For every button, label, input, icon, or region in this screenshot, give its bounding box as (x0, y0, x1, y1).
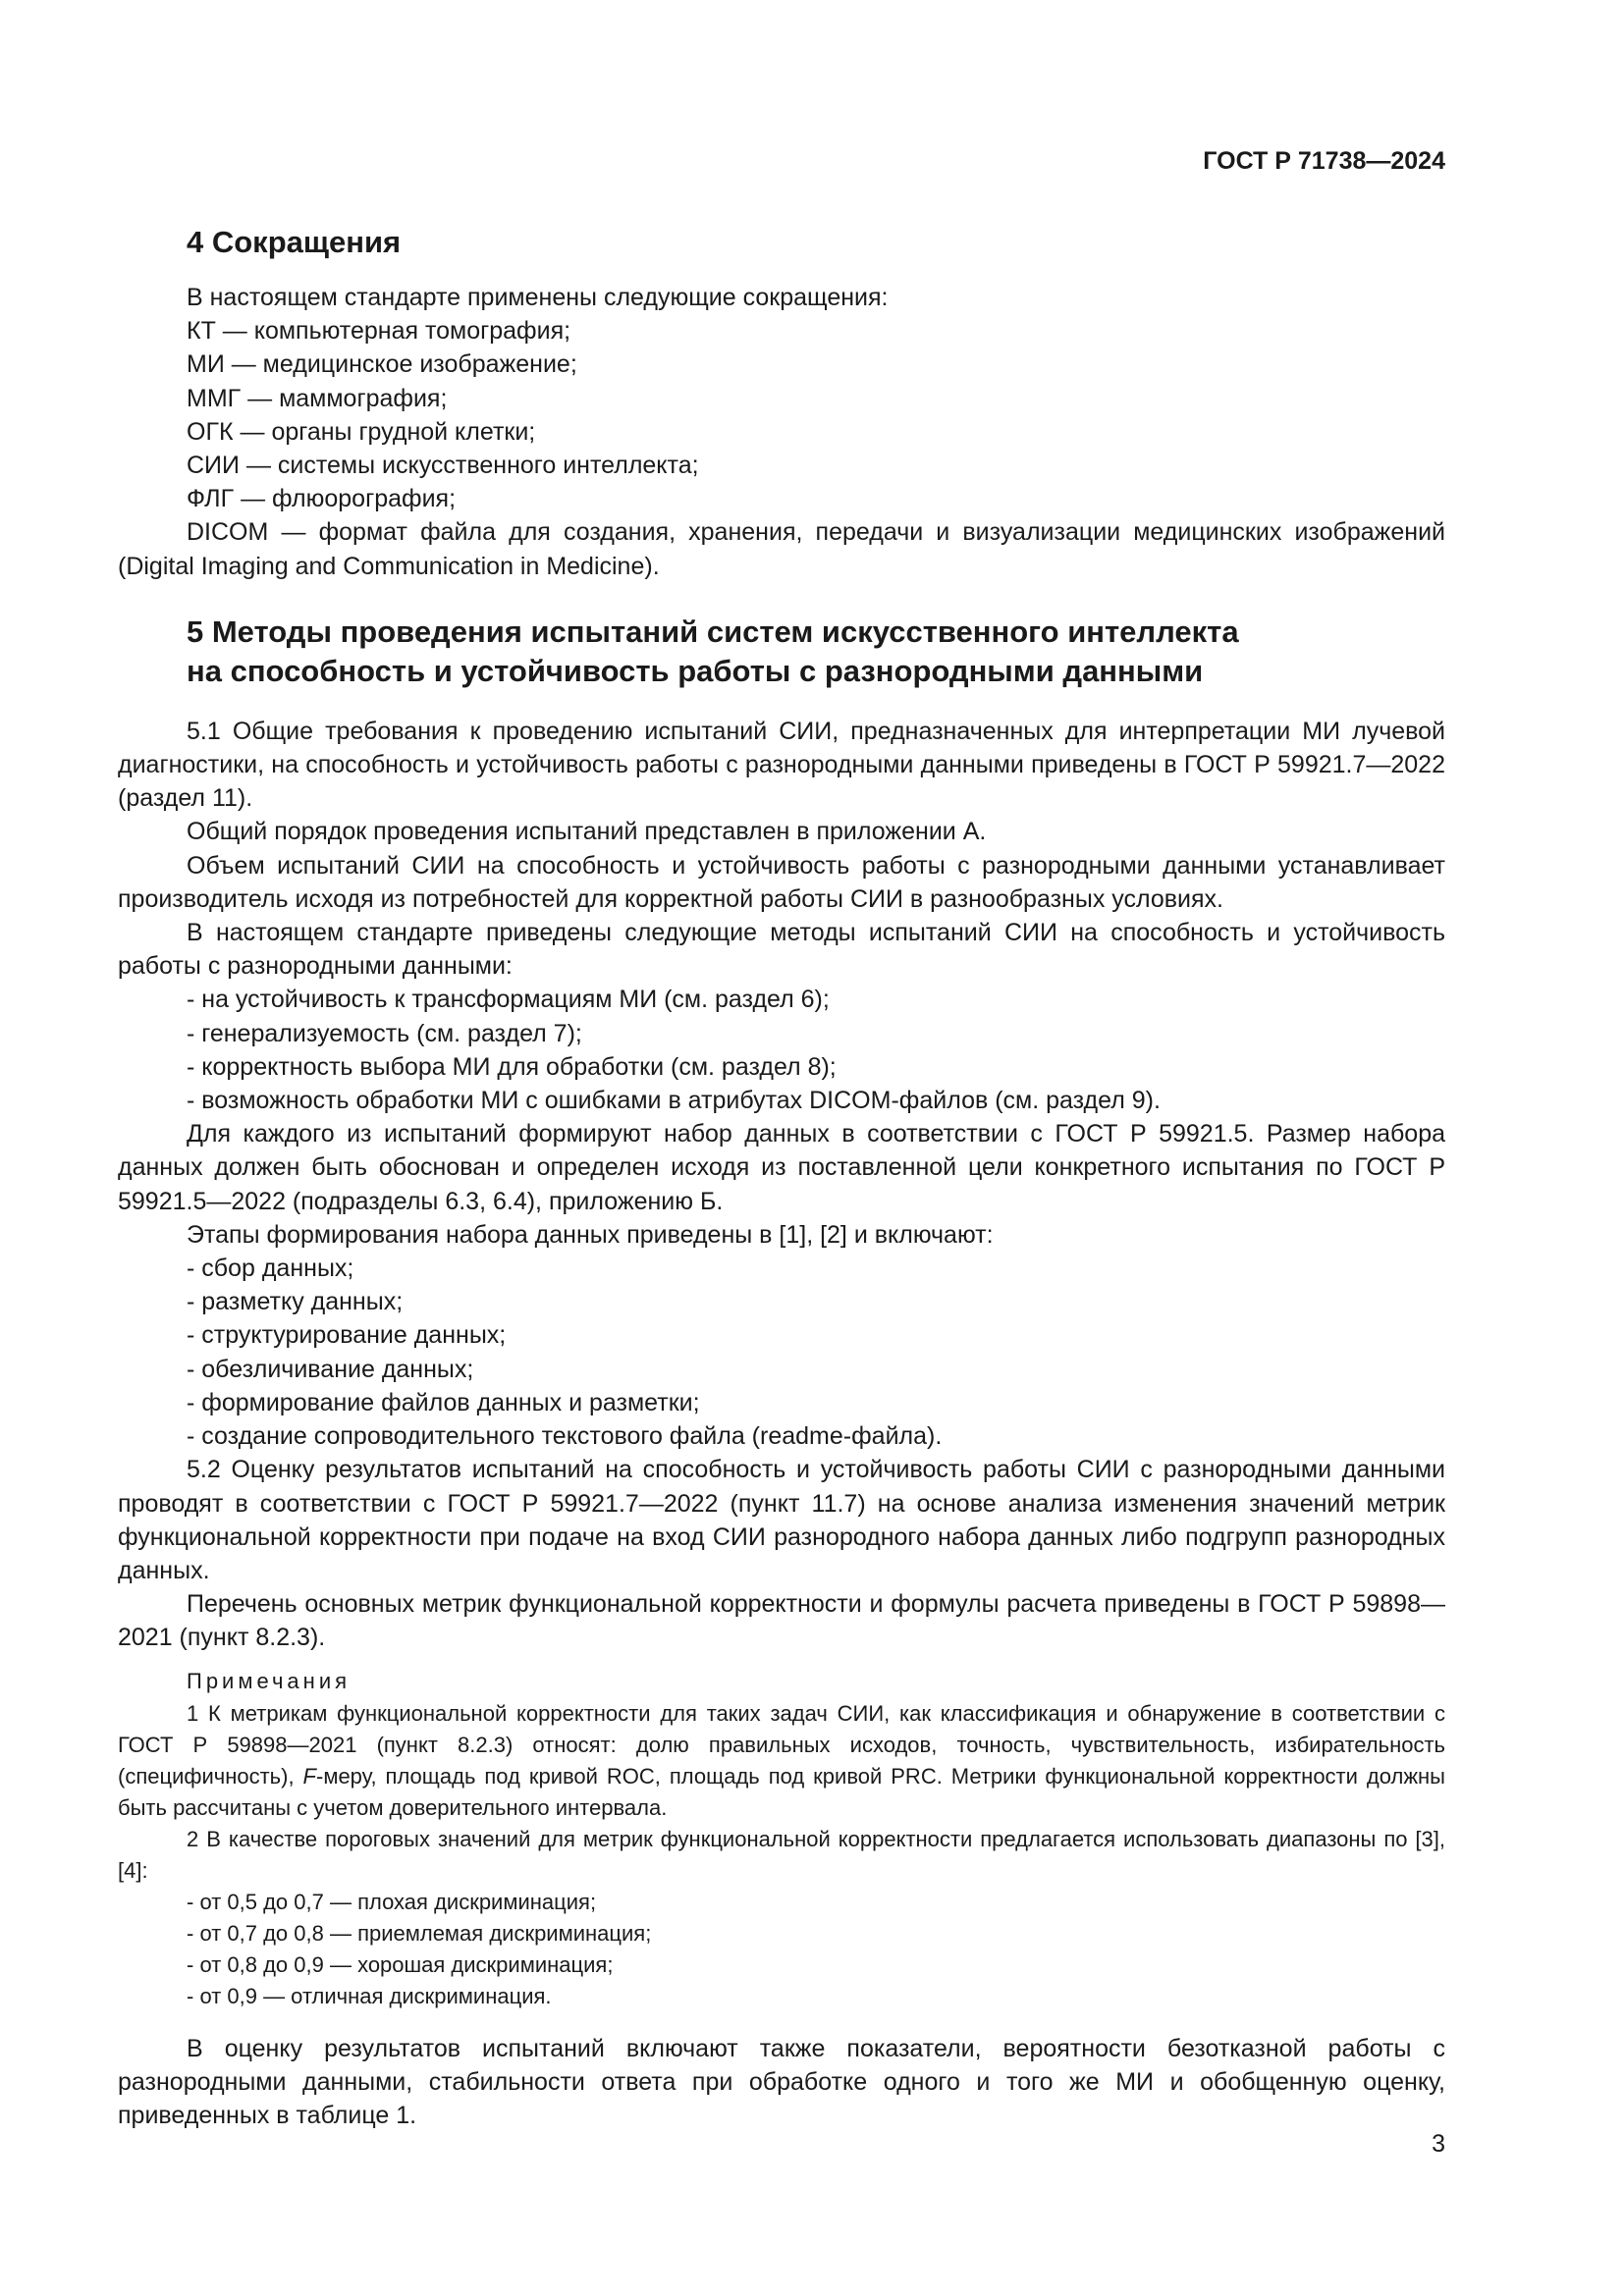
note-1-text-b: -меру, площадь под кривой ROC, площадь под кривой PRC. Метрики функциональной корректности должны быть рассчитаны с учетом доверительного интервала. (118, 1763, 1445, 1820)
paragraph: В оценку результатов испытаний включают также показатели, вероятности безотказной работы с разнородными данными, стабильности ответа при обработке одного и того же МИ и обобщенную оценку, приведенных в таблице 1. (118, 2034, 1445, 2129)
method-item: - возможность обработки МИ с ошибками в атрибутах DICOM-файлов (см. раздел 9). (187, 1087, 1161, 1115)
abbreviation-item: ОГК — органы грудной клетки; (187, 417, 536, 446)
section-5-title (187, 613, 1445, 691)
note-2: 2 В качестве пороговых значений для метрик функциональной корректности предлагается использовать диапазоны по [3], [4]: (118, 1826, 1445, 1883)
document-code: ГОСТ Р 71738—2024 (1203, 147, 1445, 175)
paragraph: Для каждого из испытаний формируют набор данных в соответствии с ГОСТ Р 59921.5. Размер набора данных должен быть обоснован и определен исходя из поставленной цели конкретного испытания по ГОСТ Р 59921.5—2022 (подразделы 6.3, 6.4), приложению Б. (118, 1120, 1445, 1215)
range-item: - от 0,7 до 0,8 — приемлемая дискриминация; (187, 1920, 652, 1946)
stage-item: - структурирование данных; (187, 1321, 507, 1350)
method-item: - генерализуемость (см. раздел 7); (187, 1019, 582, 1047)
note-1 (118, 1698, 1445, 1824)
paragraph-5-2: 5.2 Оценку результатов испытаний на способность и устойчивость работы СИИ с разнородными данными проводят в соответствии с ГОСТ Р 59921.7—2022 (пункт 11.7) на основе анализа изменения значений метрик функциональной корректности при подаче на вход СИИ разнородного набора данных либо подгрупп разнородных данных. (118, 1456, 1445, 1584)
note-1-f-symbol: F (302, 1763, 316, 1789)
abbreviation-dicom: DICOM — формат файла для создания, хранения, передачи и визуализации медицинских изображений (Digital Imaging and Communication in Medicine). (118, 518, 1445, 580)
method-item: - на устойчивость к трансформациям МИ (см. раздел 6); (187, 986, 830, 1014)
section-5-title-line-2: на способность и устойчивость работы с разнородными данными (187, 653, 1204, 688)
range-item: - от 0,9 — отличная дискриминация. (187, 1983, 552, 2008)
page-number: 3 (1432, 2130, 1445, 2158)
abbreviation-item: ФЛГ — флюорография; (187, 485, 457, 513)
section-5-title-line-1: 5 Методы проведения испытаний систем искусственного интеллекта (187, 614, 1239, 649)
abbreviation-item: МИ — медицинское изображение; (187, 350, 577, 379)
method-item: - корректность выбора МИ для обработки (см. раздел 8); (187, 1052, 837, 1081)
section-4-intro: В настоящем стандарте применены следующие сокращения: (187, 284, 889, 311)
paragraph: Этапы формирования набора данных приведены в [1], [2] и включают: (187, 1220, 994, 1249)
stage-item: - обезличивание данных; (187, 1355, 474, 1383)
stage-item: - создание сопроводительного текстового файла (readme-файла). (187, 1422, 943, 1451)
notes-title: Примечания (187, 1668, 352, 1693)
range-item: - от 0,5 до 0,7 — плохая дискриминация; (187, 1889, 597, 1914)
stage-item: - сбор данных; (187, 1255, 354, 1283)
abbreviation-item: КТ — компьютерная томография; (187, 317, 571, 346)
paragraph: Перечень основных метрик функциональной корректности и формулы расчета приведены в ГОСТ Р 59898—2021 (пункт 8.2.3). (118, 1590, 1445, 1652)
paragraph-5-1: 5.1 Общие требования к проведению испытаний СИИ, предназначенных для интерпретации МИ лучевой диагностики, на способность и устойчивость работы с разнородными данными приведены в ГОСТ Р 59921.7—2022 (раздел 11). (118, 717, 1445, 813)
stage-item: - разметку данных; (187, 1288, 404, 1316)
stage-item: - формирование файлов данных и разметки; (187, 1388, 700, 1416)
paragraph: В настоящем стандарте приведены следующие методы испытаний СИИ на способность и устойчивость работы с разнородными данными: (118, 919, 1445, 981)
page-content (118, 224, 1445, 2132)
range-item: - от 0,8 до 0,9 — хорошая дискриминация; (187, 1951, 614, 1977)
abbreviation-item: ММГ — маммография; (187, 384, 448, 412)
note-1-text-a: 1 К метрикам функциональной корректности для таких задач СИИ, как классификация и обнаружение в соответствии с ГОСТ Р 59898—2021 (пункт 8.2.3) относят: долю правильных исходов, точность, чувствительность, избирательность (специфичность), (118, 1700, 1445, 1789)
paragraph: Объем испытаний СИИ на способность и устойчивость работы с разнородными данными устанавливает производитель исходя из потребностей для корректной работы СИИ в разнообразных условиях. (118, 851, 1445, 913)
section-4-title: 4 Сокращения (187, 225, 402, 259)
abbreviation-item: СИИ — системы искусственного интеллекта; (187, 452, 699, 480)
spacer (118, 2012, 1445, 2032)
paragraph: Общий порядок проведения испытаний представлен в приложении А. (187, 818, 987, 846)
